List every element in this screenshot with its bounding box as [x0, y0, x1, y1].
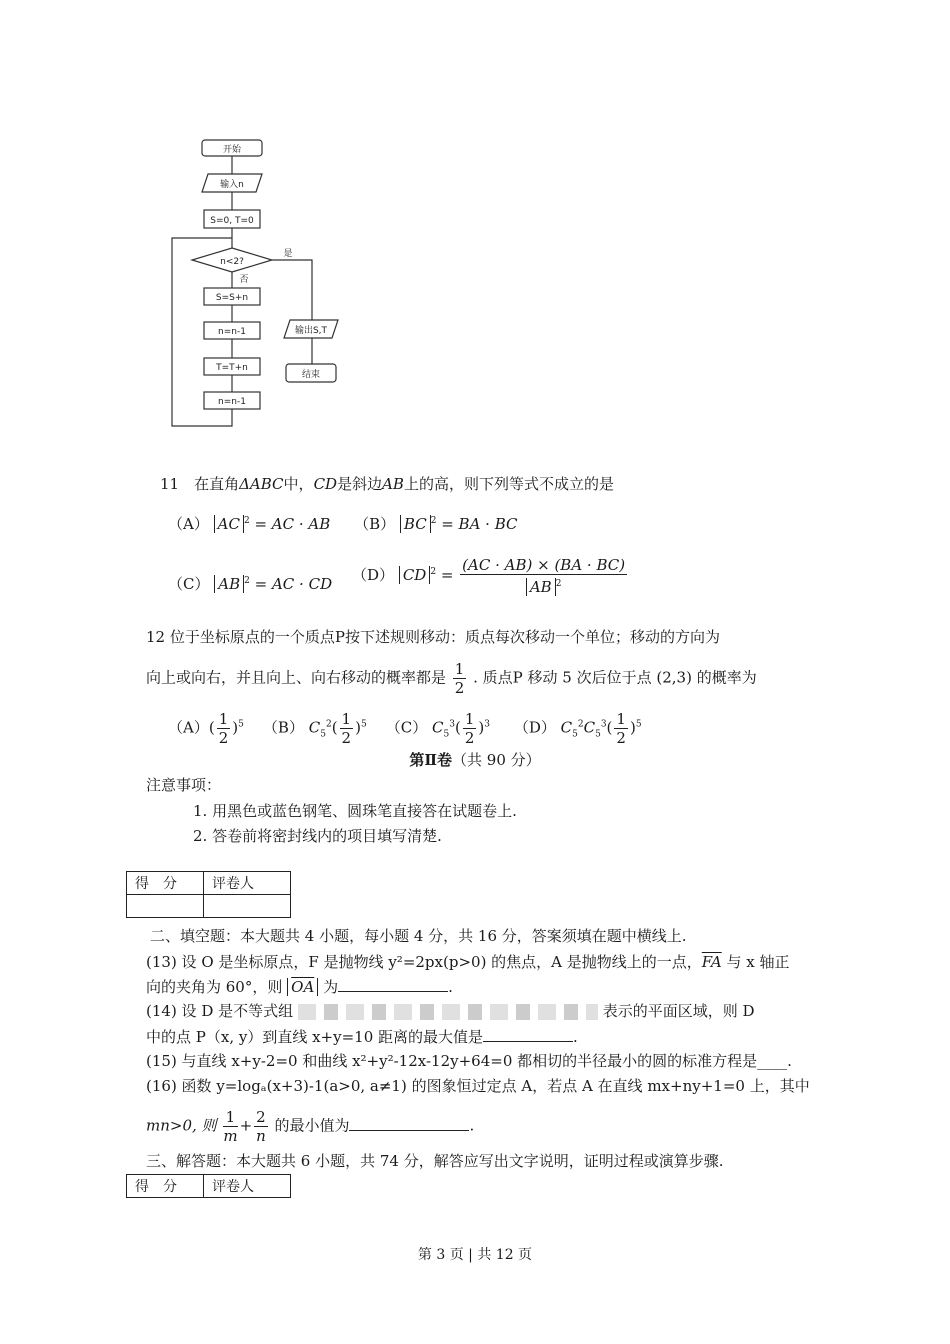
part2-rule1: 1. 用黑色或蓝色钢笔、圆珠笔直接答在试题卷上.: [193, 802, 517, 820]
q11-options-ab: （A） AC $^2$ = AC · AB （B） BC $^2$ = BA · BC: [168, 515, 518, 533]
flow-end-text: 结束: [301, 370, 321, 380]
q12-line1: 12 位于坐标原点的一个质点P按下述规则移动：质点每次移动一个单位；移动的方向为: [146, 628, 720, 646]
q13-answer-blank[interactable]: [338, 977, 448, 992]
grader-label: 评卷人: [204, 872, 291, 895]
flow-input-text: 输入n: [220, 180, 244, 190]
q14-answer-blank[interactable]: [483, 1027, 573, 1042]
flow-t-update-text: T=T+n: [216, 363, 248, 373]
grader-label: 评卷人: [204, 1175, 291, 1198]
part2-rule2: 2. 答卷前将密封线内的项目填写清楚.: [193, 827, 442, 845]
section3-header: 三、解答题：本大题共 6 小题，共 74 分，解答应写出文字说明，证明过程或演算步骤.: [146, 1152, 724, 1170]
q11-stem: 11 在直角ΔABC中，CD是斜边AB上的高，则下列等式不成立的是: [160, 475, 614, 493]
flow-init-text: S=0, T=0: [210, 216, 254, 226]
flow-output-text: 输出S,T: [294, 326, 328, 336]
grader-cell[interactable]: [204, 895, 291, 918]
flow-yes-text: 是: [283, 249, 293, 259]
score-table-1: [126, 871, 291, 918]
score-label: 得 分: [127, 872, 204, 895]
score-table-2: [126, 1174, 291, 1198]
flowchart: [160, 130, 380, 440]
score-cell[interactable]: [127, 895, 204, 918]
q16-line1: (16) 函数 y=logₐ(x+3)-1(a>0, a≠1) 的图象恒过定点 A，若点 A 在直线 mx+ny+1=0 上，其中: [146, 1077, 810, 1095]
q12-line2: 向上或向右，并且向上、向右移动的概率都是 $\frac{1}{2}$ . 质点P 移动 5 次后位于点 (2,3) 的概率为: [146, 660, 757, 697]
flow-condition-text: n<2?: [220, 257, 244, 267]
part2-title: 第Ⅱ卷（共 90 分）: [409, 751, 541, 769]
q12-options: （A）( $\frac{1}{2}$ )$^5$ （B） $C_5^2$( $\frac{1}{2}$ )$^5$ （C） $C_5^3$( $\frac{1}{2}$ )$^3$ （D） $C_5^2C_5^3$( $\frac{1}{2}$ )$^5$: [168, 710, 642, 747]
q11-option-d: （D） CD $^2$ = $\frac{(AC \cdot AB) \times (BA \cdot BC)}{AB ^2}$: [352, 556, 626, 596]
flow-no-text: 否: [239, 275, 249, 285]
q14-inequality-system: [298, 1004, 598, 1020]
q14-line2: 中的点 P（x, y）到直线 x+y=10 距离的最大值是 .: [146, 1028, 578, 1046]
q13-line2: 向的夹角为 60°，则 $\overline{OA}$ 为 .: [146, 978, 453, 996]
q14-line1: (14) 设 D 是不等式组 表示的平面区域，则 D: [146, 1002, 755, 1020]
flow-n-dec2-text: n=n-1: [218, 397, 246, 407]
part2-notice: 注意事项：: [146, 776, 222, 794]
flow-n-dec1-text: n=n-1: [218, 327, 246, 337]
q16-line2: mn>0, 则 $\frac{1}{m}$ + $\frac{2}{n}$ 的最小值为 .: [146, 1108, 475, 1145]
q11-option-c: （C） AB $^2$ = AC · CD: [168, 575, 333, 593]
flow-s-update-text: S=S+n: [215, 293, 249, 303]
q13-line1: (13) 设 O 是坐标原点，F 是抛物线 y²=2px(p>0) 的焦点，A 是抛物线上的一点，$\overline{FA}$ 与 x 轴正: [146, 953, 790, 971]
flow-start-text: 开始: [222, 145, 242, 155]
q15-line: (15) 与直线 x+y-2=0 和曲线 x²+y²-12x-12y+64=0 都相切的半径最小的圆的标准方程是____.: [146, 1052, 792, 1070]
score-label: 得 分: [127, 1175, 204, 1198]
page-footer: 第 3 页 | 共 12 页: [417, 1247, 533, 1263]
q16-answer-blank[interactable]: [349, 1116, 469, 1131]
section2-header: 二、填空题：本大题共 4 小题，每小题 4 分，共 16 分，答案须填在题中横线上.: [150, 927, 687, 945]
